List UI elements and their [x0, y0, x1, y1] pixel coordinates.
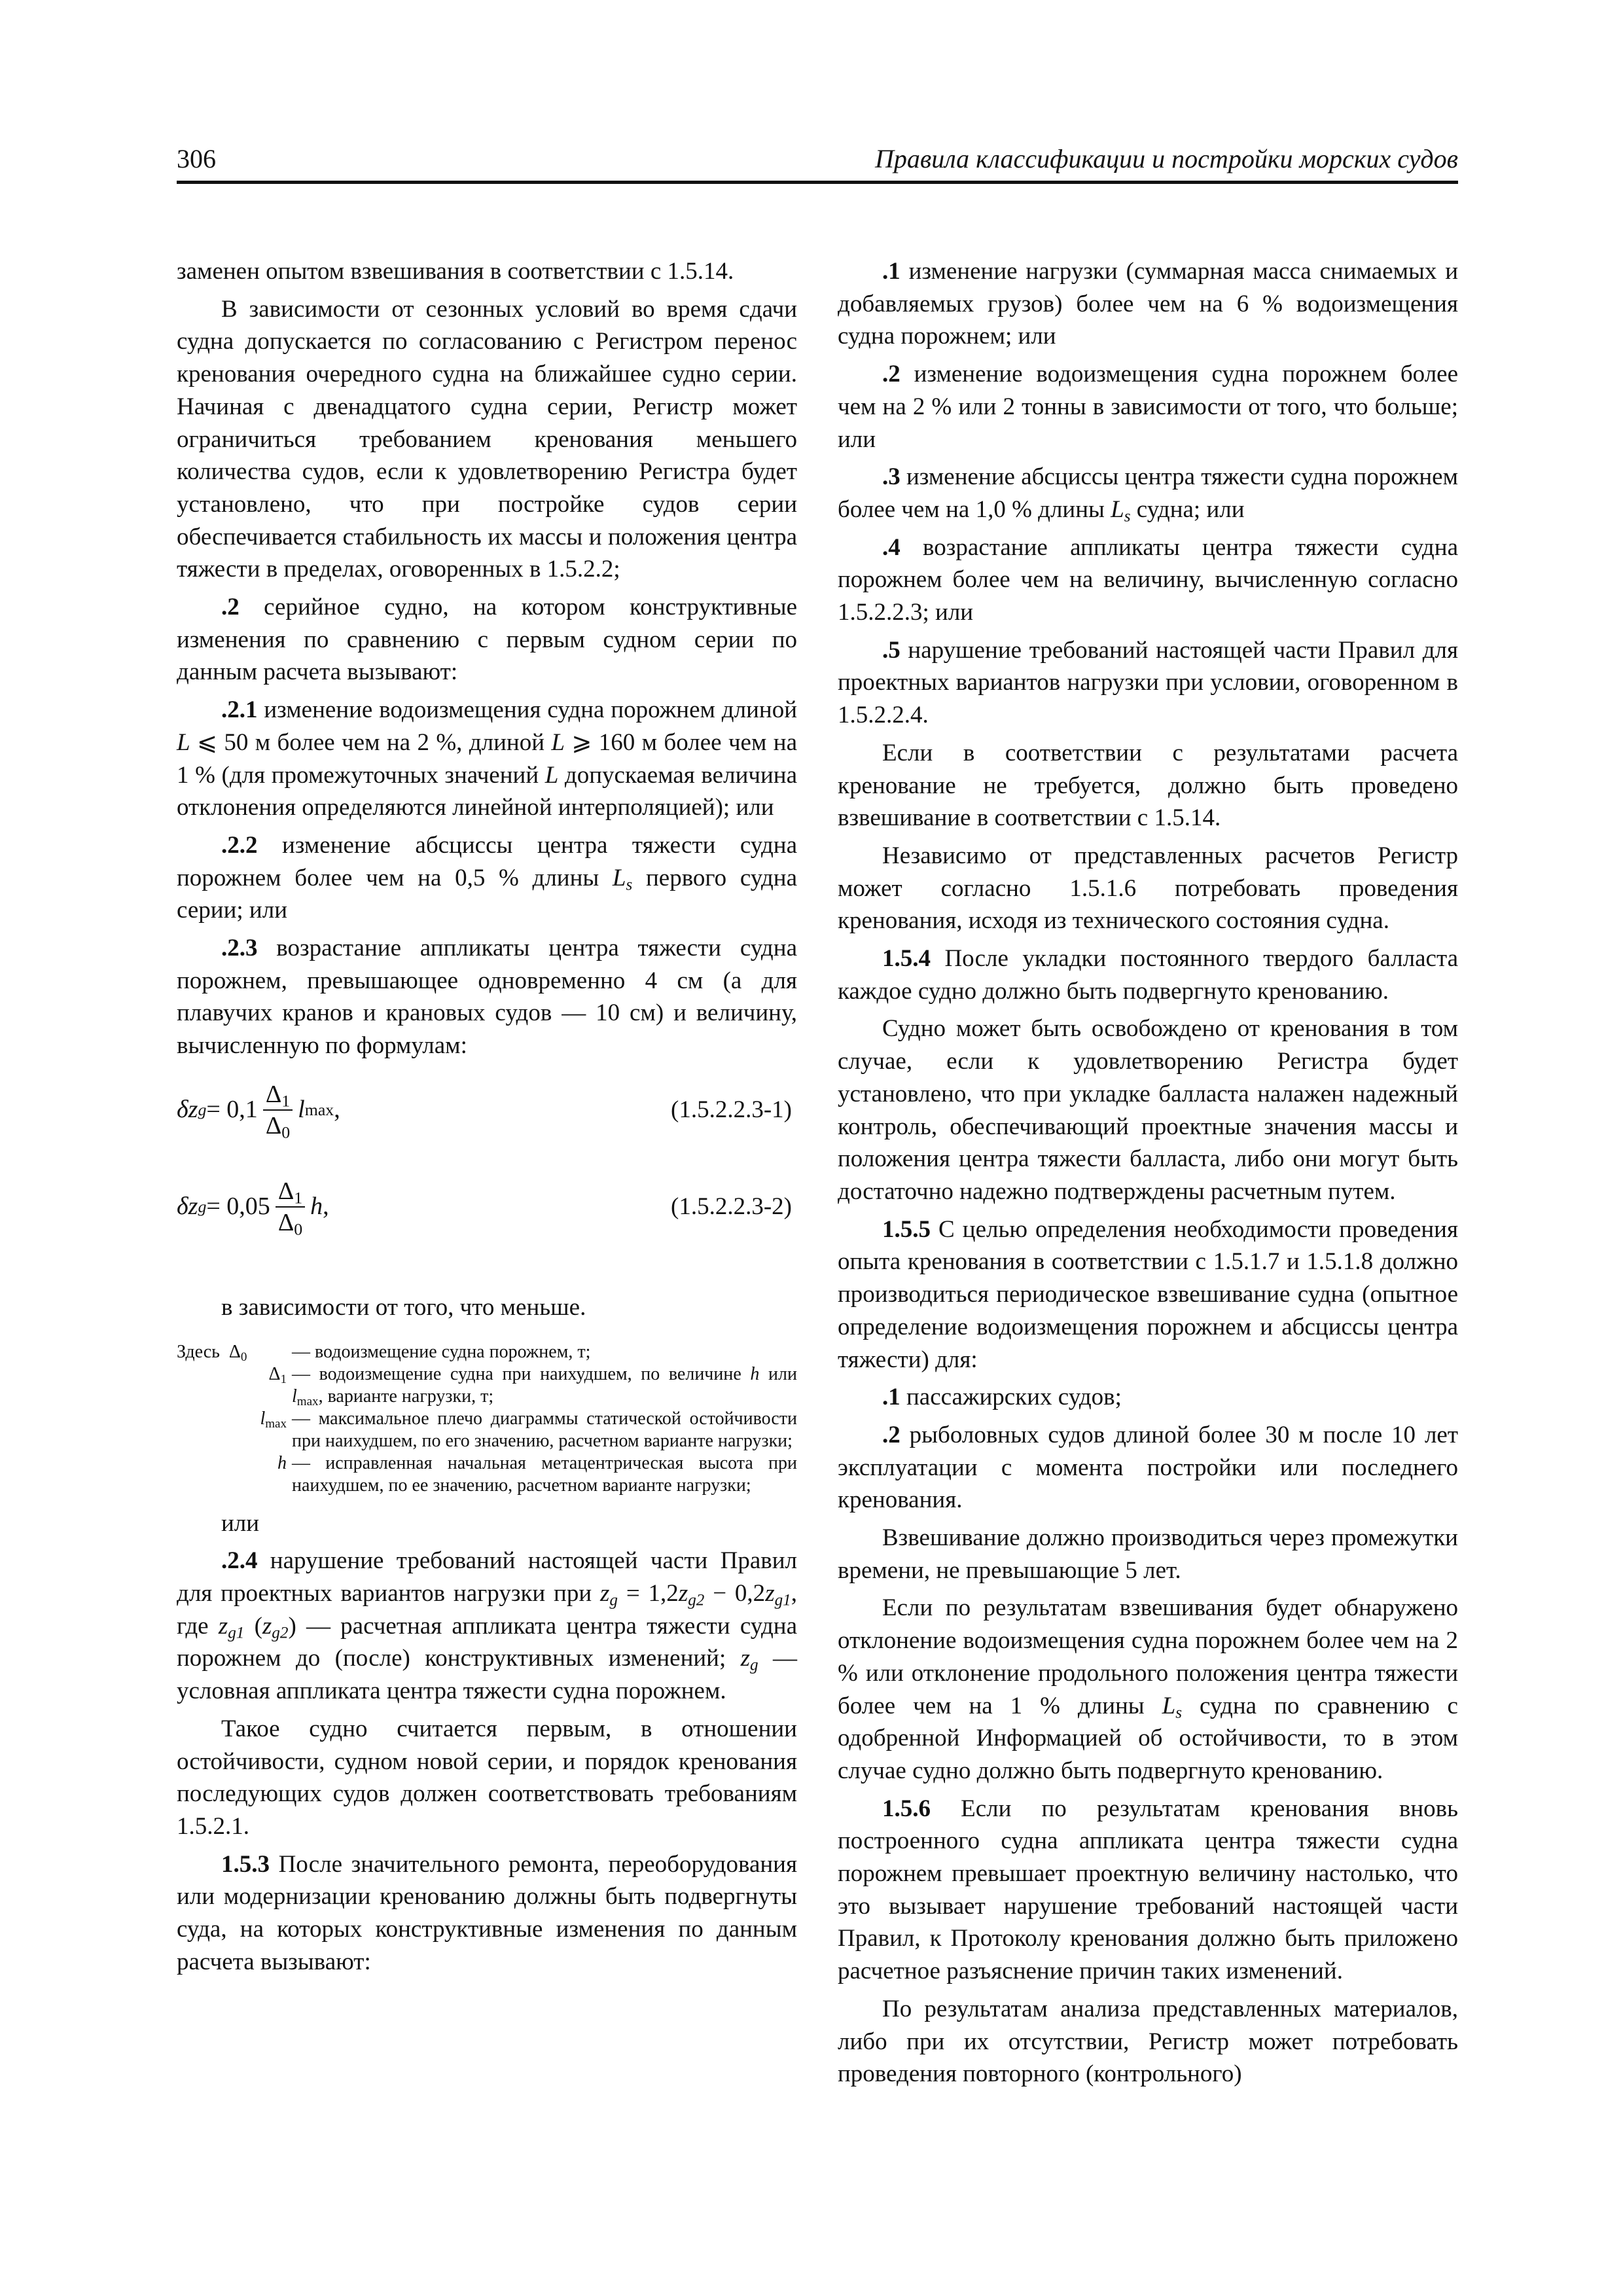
fraction-symbol: Δ: [265, 1111, 282, 1139]
paragraph-text: рыболовных судов длиной более 30 м после 10 лет эксплуатации с момента постройки или последнего кренования.: [838, 1421, 1458, 1514]
paragraph-text: первого судна серии; или: [177, 864, 797, 924]
section-number: 1.5.5: [882, 1215, 931, 1243]
paragraph-text: возрастание аппликаты центра тяжести судна порожнем более чем на величину, вычисленную согласно 1.5.2.2.3; или: [838, 533, 1458, 626]
legend-subscript: max: [265, 1416, 287, 1431]
legend-text: , варианте нагрузки, т;: [318, 1386, 494, 1407]
section-number: 1.5.6: [882, 1795, 931, 1822]
paragraph: Независимо от представленных расчетов Регистр может согласно 1.5.1.6 потребовать проведения кренования, исходя из технического состояния судна.: [838, 842, 1458, 935]
legend-term: [177, 1363, 292, 1408]
symbol-Ls: [613, 865, 632, 891]
page-number: 306: [177, 144, 216, 173]
symbol-L: L: [1162, 1692, 1176, 1719]
section-number: 1.5.3: [221, 1850, 270, 1878]
paragraph: [838, 1381, 1458, 1414]
paragraph-text: = 1,2: [618, 1579, 679, 1607]
legend-subscript: max: [296, 1394, 319, 1408]
paragraph-text: ⩾ 160 м более чем на 1 % (для промежуточных значений: [177, 728, 797, 789]
formula-fraction: [263, 1080, 293, 1142]
paragraph: [177, 591, 797, 689]
paragraph: [838, 461, 1458, 526]
left-column: [177, 255, 797, 1983]
legend-text: или: [759, 1363, 797, 1384]
symbol-z: z: [678, 1579, 688, 1607]
paragraph: заменен опытом взвешивания в соответствии с 1.5.14.: [177, 258, 734, 285]
legend-intro: Здесь: [177, 1341, 220, 1362]
legend-symbol: l: [292, 1386, 297, 1407]
formula-number: (1.5.2.2.3-2): [671, 1193, 792, 1221]
item-number: .2.4: [221, 1547, 258, 1575]
paragraph-text: возрастание аппликаты центра тяжести судна порожнем, превышающее одновременно 4 см (а для плавучих кранов и крановых судов — 10 см) и величину, вычисленную по формулам:: [177, 935, 797, 1060]
item-number: .2.2: [221, 831, 258, 859]
item-number: .2: [882, 361, 901, 388]
symbol-L: L: [544, 761, 559, 789]
paragraph-text: После значительного ремонта, переоборудования или модернизации кренованию должны быть подвергнуты суда, на которых конструктивные изменения по данным расчета вызывают:: [177, 1850, 797, 1975]
legend-symbol: Δ: [268, 1363, 281, 1384]
fraction-denominator: [276, 1208, 305, 1239]
paragraph-text: судна по сравнению с одобренной Информацией об остойчивости, то в этом случае судно должно быть подвергнуто кренованию.: [838, 1692, 1458, 1784]
paragraph-text: , где: [177, 1579, 797, 1640]
fraction-denominator: [263, 1111, 293, 1142]
legend-subscript: 0: [240, 1350, 247, 1364]
symbol-text: L: [612, 864, 626, 891]
symbol-subscript: g2: [272, 1623, 289, 1641]
item-number: .1: [882, 1384, 901, 1411]
legend-row: [177, 1408, 797, 1452]
paragraph-text: Если по результатам взвешивания будет обнаружено отклонение водоизмещения судна порожнем более чем на 2 % или отклонение продольного положения центра тяжести более чем на 1 % длины: [838, 1594, 1458, 1719]
paragraph-text: изменение водоизмещения судна порожнем длиной: [257, 696, 797, 724]
symbol-L: L: [551, 728, 565, 756]
formula-subscript: 0: [281, 1122, 291, 1142]
legend-row: [177, 1341, 797, 1363]
item-number: .2: [882, 1421, 901, 1448]
paragraph: [177, 932, 797, 1062]
symbol-subscript: g1: [774, 1591, 791, 1609]
item-number: .2.1: [221, 696, 258, 724]
paragraph-text: Если по результатам кренования вновь построенного судна аппликата центра тяжести судна порожнем превышает проектную величину настолько, что это вызывает нарушение требований настоящей части Правил, к Протоколу кренования должно быть приложено расчетное разъяснение причин таких изменений.: [838, 1795, 1458, 1985]
formula-expression: δz g = 0,1 $\frac{\Delta_1}{\Delta_0}$ l max ,: [177, 1080, 340, 1142]
formula-lhs: δz: [177, 1193, 198, 1221]
paragraph: или: [221, 1509, 260, 1537]
paragraph-text: допускаемая величина отклонения определяются линейной интерполяцией); или: [177, 761, 797, 821]
symbol-z: z: [740, 1645, 751, 1672]
formula-expression: δz g = 0,05 $\frac{\Delta_1}{\Delta_0}$ h ,: [177, 1177, 329, 1239]
item-number: .2: [221, 594, 240, 621]
legend-symbol: h: [750, 1363, 760, 1384]
symbol-legend: [177, 1341, 797, 1497]
formula-tail: ,: [334, 1096, 340, 1124]
running-title: Правила классификации и постройки морских судов: [874, 144, 1458, 173]
paragraph: Такое судно считается первым, в отношении остойчивости, судном новой серии, и порядок кренования последующих судов должен соответствовать требованиям 1.5.2.1.: [177, 1715, 797, 1840]
symbol-subscript: g2: [688, 1591, 705, 1609]
legend-symbol: h: [277, 1452, 287, 1473]
item-number: .5: [882, 636, 901, 664]
paragraph: [838, 1419, 1458, 1516]
legend-desc: [292, 1363, 797, 1408]
legend-text: — водоизмещение судна при наихудшем, по величине: [292, 1363, 751, 1384]
formula-tail: ,: [323, 1193, 329, 1221]
paragraph: [177, 694, 797, 824]
legend-symbol: l: [260, 1408, 266, 1429]
paragraph: [838, 255, 1458, 353]
formula-subscript: 0: [294, 1219, 303, 1239]
fraction-symbol: Δ: [277, 1208, 294, 1236]
formula-eq: = 0,1: [206, 1096, 258, 1124]
legend-desc: — максимальное плечо диаграммы статической остойчивости при наихудшем, по его значению, расчетном варианте нагрузки;: [292, 1408, 797, 1451]
item-number: .1: [882, 258, 901, 285]
item-number: .3: [882, 463, 901, 491]
paragraph-text: — условная аппликата центра тяжести судна порожнем.: [177, 1645, 797, 1705]
formula-number: (1.5.2.2.3-1): [671, 1096, 792, 1124]
spacer: [177, 1252, 797, 1291]
symbol-z: z: [765, 1579, 775, 1607]
symbol-subscript: g: [750, 1656, 758, 1674]
symbol-subscript: s: [626, 875, 633, 893]
formula-variable: h: [310, 1193, 323, 1221]
paragraph: [838, 1592, 1458, 1787]
paragraph-text: (: [244, 1612, 262, 1640]
legend-term: [177, 1452, 292, 1497]
formula-lhs: δz: [177, 1096, 198, 1124]
legend-term: [177, 1408, 292, 1452]
paragraph-text: − 0,2: [704, 1579, 766, 1607]
paragraph: в зависимости от того, что меньше.: [221, 1293, 586, 1321]
legend-subscript: 1: [280, 1372, 287, 1386]
symbol-z: z: [600, 1579, 610, 1607]
right-column: [838, 255, 1458, 2096]
paragraph: По результатам анализа представленных материалов, либо при их отсутствии, Регистр может потребовать проведения повторного (контрольного): [838, 1995, 1458, 2088]
paragraph: [177, 1545, 797, 1708]
paragraph-text: изменение абсциссы центра тяжести судна порожнем более чем на 1,0 % длины: [838, 463, 1459, 523]
paragraph: Взвешивание должно производиться через промежутки времени, не превышающие 5 лет.: [838, 1524, 1458, 1584]
paragraph: [838, 1793, 1458, 1988]
fraction-numerator: [276, 1179, 305, 1208]
symbol-L: L: [1111, 495, 1124, 523]
formula-fraction: [276, 1177, 305, 1239]
paragraph-text: нарушение требований настоящей части Правил для проектных вариантов нагрузки при условии, оговоренном в 1.5.2.2.4.: [838, 636, 1458, 729]
symbol-z: z: [218, 1612, 228, 1640]
item-number: .2.3: [221, 935, 258, 962]
paragraph: В зависимости от сезонных условий во время сдачи судна допускается по согласованию с Регистром перенос кренования очередного судна на ближайшее судно серии. Начиная с двенадцатого судна серии, Регистр может ограничиться требованием кренования меньшего количества судов, если к удовлетворению Регистра будет установлено, что при постройке судов серии обеспечивается стабильность их массы и положения центра тяжести в пределах, оговоренных в 1.5.2.2;: [177, 295, 797, 583]
symbol-z: z: [262, 1612, 272, 1640]
formula-variable: l: [298, 1096, 305, 1124]
legend-row: [177, 1452, 797, 1497]
paragraph-text: изменение нагрузки (суммарная масса снимаемых и добавляемых грузов) более чем на 6 % водоизмещения судна порожнем; или: [838, 258, 1458, 350]
symbol-subscript: s: [1124, 507, 1131, 526]
paragraph-text: изменение абсциссы центра тяжести судна порожнем более чем на 0,5 % длины: [177, 831, 797, 891]
paragraph: [838, 942, 1458, 1007]
paragraph-text: серийное судно, на котором конструктивные изменения по сравнению с первым судном серии по данным расчета вызывают:: [177, 594, 797, 686]
page-header: [177, 145, 1458, 184]
paragraph-text: пассажирских судов;: [900, 1384, 1122, 1411]
symbol-L: L: [177, 728, 190, 756]
legend-row: [177, 1363, 797, 1408]
paragraph-text: изменение водоизмещения судна порожнем более чем на 2 % или 2 тонны в зависимости от того, что больше; или: [838, 361, 1458, 453]
paragraph: [838, 531, 1458, 629]
section-number: 1.5.4: [882, 945, 931, 973]
legend-desc: — исправленная начальная метацентрическая высота при наихудшем, по ее значению, расчетном варианте нагрузки;: [292, 1452, 797, 1496]
symbol-subscript: s: [1175, 1703, 1182, 1721]
fraction-symbol: Δ: [277, 1177, 294, 1205]
paragraph: [838, 358, 1458, 456]
paragraph-text: После укладки постоянного твердого балласта каждое судно должно быть подвергнуто кренованию.: [838, 945, 1458, 1005]
paragraph: Если в соответствии с результатами расчета кренование не требуется, должно быть проведено взвешивание в соответствии с 1.5.14.: [838, 739, 1458, 832]
formula-eq: = 0,05: [206, 1193, 270, 1221]
legend-term: [177, 1341, 292, 1363]
legend-symbol: Δ: [228, 1341, 241, 1362]
symbol-subscript: g: [609, 1591, 618, 1609]
paragraph-text: ) — расчетная аппликата центра тяжести судна порожнем до (после) конструктивных изменений;: [177, 1612, 797, 1672]
paragraph: Судно может быть освобождено от кренования в том случае, если к удовлетворению Регистра будет установлено, что при укладке балласта налажен надежный контроль, обеспечивающий проектные значения массы и положения центра тяжести балласта, либо они могут быть достаточно надежно подтверждены расчетным путем.: [838, 1015, 1458, 1205]
paragraph: [177, 829, 797, 927]
paragraph-text: судна; или: [1130, 495, 1245, 523]
paragraph: [838, 634, 1458, 732]
paragraph-text: нарушение требований настоящей части Правил для проектных вариантов нагрузки при: [177, 1547, 797, 1607]
item-number: .4: [882, 533, 901, 561]
paragraph: [838, 1213, 1458, 1376]
formula-subscript: 1: [294, 1188, 303, 1208]
formula-1: [177, 1071, 797, 1149]
formula-2: [177, 1168, 797, 1246]
fraction-numerator: [263, 1082, 293, 1111]
fraction-symbol: Δ: [265, 1080, 282, 1108]
formula-subscript: 1: [281, 1091, 291, 1111]
paragraph: [177, 1848, 797, 1979]
symbol-subscript: g1: [228, 1623, 245, 1641]
paragraph-text: ⩽ 50 м более чем на 2 %, длиной: [190, 728, 552, 756]
legend-desc: — водоизмещение судна порожнем, т;: [292, 1341, 591, 1362]
paragraph-text: С целью определения необходимости проведения опыта кренования в соответствии с 1.5.1.7 и 1.5.1.8 должно производиться периодическое взвешивание судна (опытное определение водоизмещения порожнем и абсциссы центра тяжести) для:: [838, 1215, 1458, 1373]
